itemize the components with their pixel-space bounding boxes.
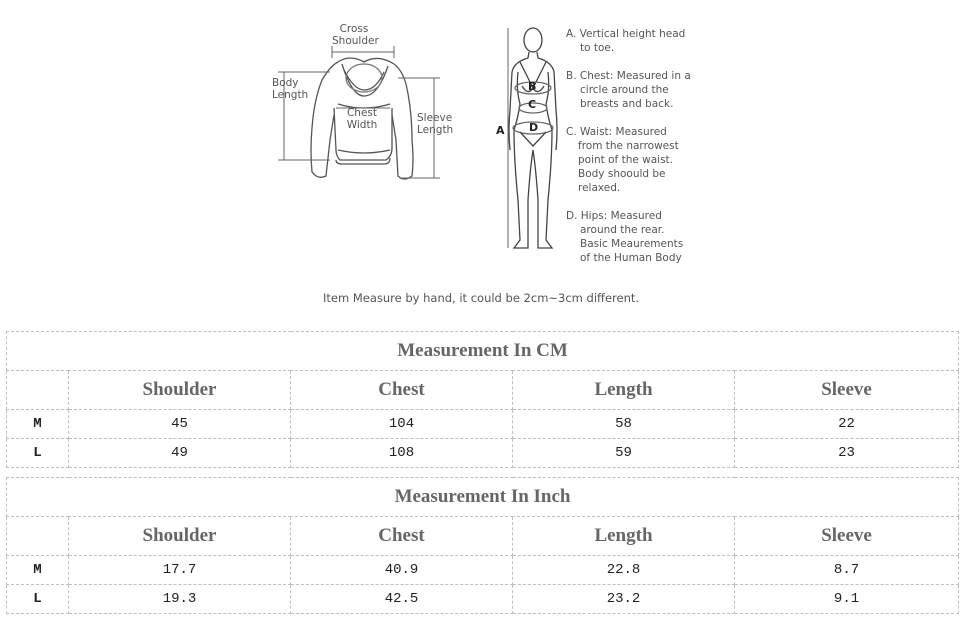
header-empty xyxy=(7,517,69,556)
cross-shoulder-label: Cross Shoulder xyxy=(332,23,379,47)
header-shoulder: Shoulder xyxy=(69,517,291,556)
human-body-icon xyxy=(509,28,557,248)
measure-note: Item Measure by hand, it could be 2cm~3cm different. xyxy=(323,291,640,305)
sleeve-cell: 22 xyxy=(735,410,959,439)
table-row xyxy=(7,585,959,614)
table-row xyxy=(7,439,959,468)
header-shoulder: Shoulder xyxy=(69,371,291,410)
inch-table-title: Measurement In Inch xyxy=(7,478,959,517)
definition-c: C. Waist: Measured from the narrowest point of the waist. Body shoould be relaxed. xyxy=(566,126,679,194)
size-cell: M xyxy=(7,556,69,585)
length-cell: 59 xyxy=(513,439,735,468)
chest-cell: 40.9 xyxy=(291,556,513,585)
shoulder-cell: 17.7 xyxy=(69,556,291,585)
definition-b: B. Chest: Measured in a circle around the breasts and back. xyxy=(566,70,691,110)
header-length: Length xyxy=(513,371,735,410)
header-chest: Chest xyxy=(291,371,513,410)
sleeve-cell: 23 xyxy=(735,439,959,468)
mark-d: D xyxy=(529,121,539,134)
definition-a: A. Vertical height head to toe. xyxy=(566,28,686,54)
body-length-label: Body Length xyxy=(272,77,309,101)
size-cell: L xyxy=(7,439,69,468)
header-empty xyxy=(7,371,69,410)
mark-b: B xyxy=(528,80,537,93)
chest-cell: 42.5 xyxy=(291,585,513,614)
header-sleeve: Sleeve xyxy=(735,517,959,556)
table-row xyxy=(7,410,959,439)
cm-table xyxy=(6,331,959,468)
chest-cell: 108 xyxy=(291,439,513,468)
shoulder-cell: 45 xyxy=(69,410,291,439)
shoulder-cell: 49 xyxy=(69,439,291,468)
length-cell: 23.2 xyxy=(513,585,735,614)
mark-a: A xyxy=(496,124,505,137)
definition-d: D. Hips: Measured around the rear. Basic Meaurements of the Human Body xyxy=(566,210,684,264)
header-chest: Chest xyxy=(291,517,513,556)
shoulder-cell: 19.3 xyxy=(69,585,291,614)
size-cell: L xyxy=(7,585,69,614)
chest-width-label: Chest Width xyxy=(346,107,378,131)
chest-cell: 104 xyxy=(291,410,513,439)
length-cell: 58 xyxy=(513,410,735,439)
header-length: Length xyxy=(513,517,735,556)
header-sleeve: Sleeve xyxy=(735,371,959,410)
sleeve-cell: 9.1 xyxy=(735,585,959,614)
inch-table xyxy=(6,477,959,614)
mark-c: C xyxy=(528,98,537,111)
length-cell: 22.8 xyxy=(513,556,735,585)
sleeve-cell: 8.7 xyxy=(735,556,959,585)
sleeve-length-label: Sleeve Length xyxy=(417,112,454,136)
cm-table-title: Measurement In CM xyxy=(7,332,959,371)
table-row xyxy=(7,556,959,585)
size-cell: M xyxy=(7,410,69,439)
